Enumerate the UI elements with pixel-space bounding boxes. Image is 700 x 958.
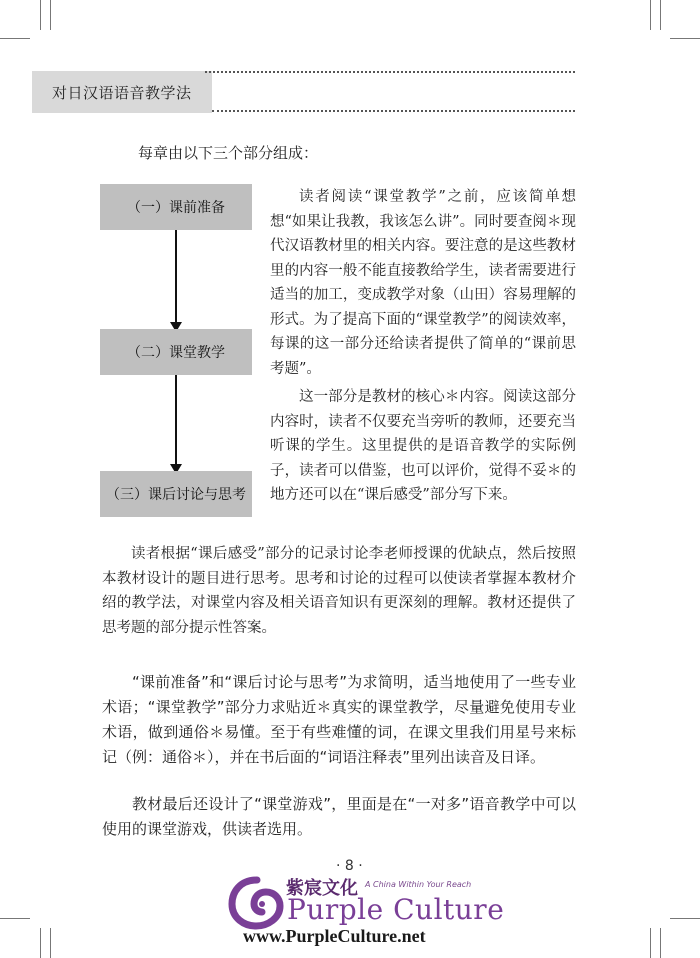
crop-mark bbox=[40, 928, 41, 958]
crop-mark bbox=[660, 928, 661, 958]
crop-mark bbox=[650, 928, 651, 958]
logo-tagline: A China Within Your Reach bbox=[365, 880, 472, 889]
flow-step-3: （三）课后讨论与思考 bbox=[100, 471, 252, 517]
crop-mark bbox=[0, 38, 30, 39]
crop-mark bbox=[650, 0, 651, 30]
crop-mark bbox=[670, 918, 700, 919]
header-dotted-line bbox=[212, 110, 575, 112]
page-number: · 8 · bbox=[336, 858, 363, 874]
crop-mark bbox=[40, 0, 41, 30]
paragraph-pre-class: 读者阅读“课堂教学”之前，应该简单想想“如果让我教，我该怎么讲”。同时要查阅＊现代汉语教材里的相关内容。要注意的是这些教材里的内容一般不能直接教给学生，读者需要进行适当的加工，变成教学对象（山田）容易理解的形式。为了提高下面的“课堂教学”的阅读效率，每课的这一部分还给读者提供了简单的“课前思考题”。 bbox=[270, 189, 576, 377]
purple-culture-logo-icon bbox=[228, 876, 286, 930]
paragraph-games: 教材最后还设计了“课堂游戏”，里面是在“一对多”语音教学中可以使用的课堂游戏，供读者选用。 bbox=[102, 795, 576, 838]
intro-text: 每章由以下三个部分组成： bbox=[138, 144, 319, 162]
crop-mark bbox=[50, 0, 51, 30]
crop-mark bbox=[0, 918, 30, 919]
flow-arrow bbox=[175, 375, 177, 467]
flow-step-1: （一）课前准备 bbox=[100, 184, 252, 230]
paragraph-classroom: 这一部分是教材的核心＊内容。阅读这部分内容时，读者不仅要充当旁听的教师，还要充当听课的学生。这里提供的是语音教学的实际例子，读者可以借鉴，也可以评价，觉得不妥＊的地方还可以在“课后感受”部分写下来。 bbox=[270, 389, 576, 503]
logo-english-name: Purple Culture bbox=[287, 893, 505, 926]
logo-chinese-name: 紫宸文化 bbox=[286, 878, 358, 899]
crop-mark bbox=[660, 0, 661, 30]
logo-url[interactable]: www.PurpleCulture.net bbox=[243, 926, 426, 946]
flow-arrow bbox=[175, 230, 177, 326]
flow-step-2: （二）课堂教学 bbox=[100, 329, 252, 375]
paragraph-post-class: 读者根据“课后感受”部分的记录讨论李老师授课的优缺点，然后按照本教材设计的题目进行思考。思考和讨论的过程可以使读者掌握本教材介绍的教学法，对课堂内容及相关语音知识有更深刻的理解。教材还提供了思考题的部分提示性答案。 bbox=[102, 546, 576, 636]
crop-mark bbox=[670, 38, 700, 39]
header-title: 对日汉语语音教学法 bbox=[52, 84, 192, 102]
header-dotted-line bbox=[205, 71, 575, 73]
paragraph-terminology: “课前准备”和“课后讨论与思考”为求简明，适当地使用了一些专业术语；“课堂教学”部分力求贴近＊真实的课堂教学，尽量避免使用专业术语，做到通俗＊易懂。至于有些难懂的词，在课文里我们用星号来标记（例：通俗＊），并在书后面的“词语注释表”里列出读音及日译。 bbox=[102, 673, 576, 766]
crop-mark bbox=[50, 928, 51, 958]
